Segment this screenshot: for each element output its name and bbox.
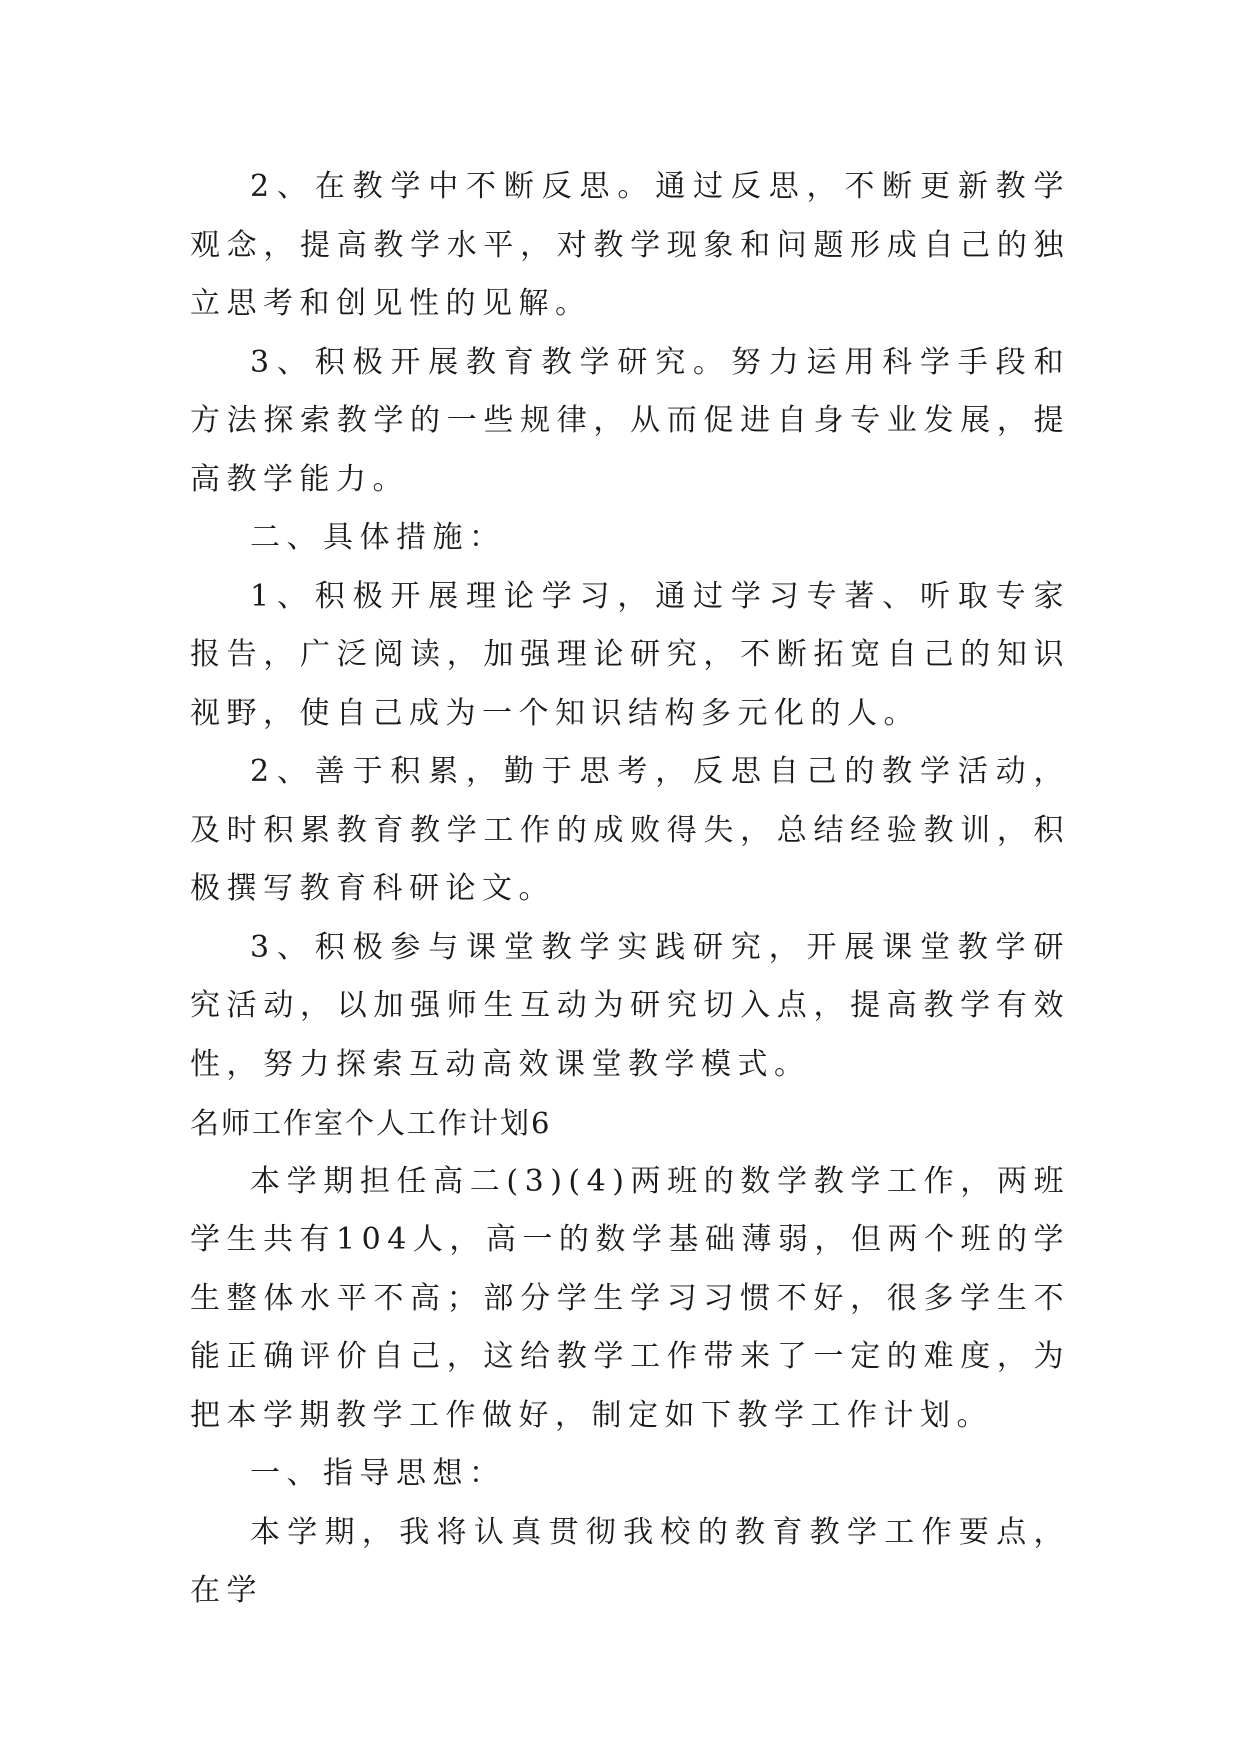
paragraph: 3、积极开展教育教学研究。努力运用科学手段和方法探索教学的一些规律，从而促进自身专业发展，提高教学能力。	[190, 344, 1070, 497]
section-heading: 一、指导思想：	[250, 1456, 506, 1491]
paragraph: 3、积极参与课堂教学实践研究，开展课堂教学研究活动，以加强师生互动为研究切入点，提高教学有效性，努力探索互动高效课堂教学模式。	[190, 929, 1070, 1082]
document-title: 名师工作室个人工作计划6	[190, 1106, 552, 1140]
document-body	[190, 158, 1070, 1621]
paragraph: 2、在教学中不断反思。通过反思，不断更新教学观念，提高教学水平，对教学现象和问题形成自己的独立思考和创见性的见解。	[190, 169, 1070, 321]
paragraph: 1、积极开展理论学习，通过学习专著、听取专家报告，广泛阅读，加强理论研究，不断拓宽自己的知识视野，使自己成为一个知识结构多元化的人。	[190, 578, 1070, 731]
paragraph: 2、善于积累，勤于思考，反思自己的教学活动，及时积累教育教学工作的成败得失，总结经验教训，积极撰写教育科研论文。	[190, 754, 1070, 906]
paragraph: 本学期担任高二(3)(4)两班的数学教学工作，两班学生共有104人，高一的数学基础薄弱，但两个班的学生整体水平不高；部分学生学习习惯不好，很多学生不能正确评价自己，这给教学工作带来了一定的难度，为把本学期教学工作做好，制定如下教学工作计划。	[190, 1163, 1070, 1433]
paragraph: 本学期，我将认真贯彻我校的教育教学工作要点，在学	[190, 1514, 1070, 1608]
section-heading: 二、具体措施：	[250, 520, 506, 555]
